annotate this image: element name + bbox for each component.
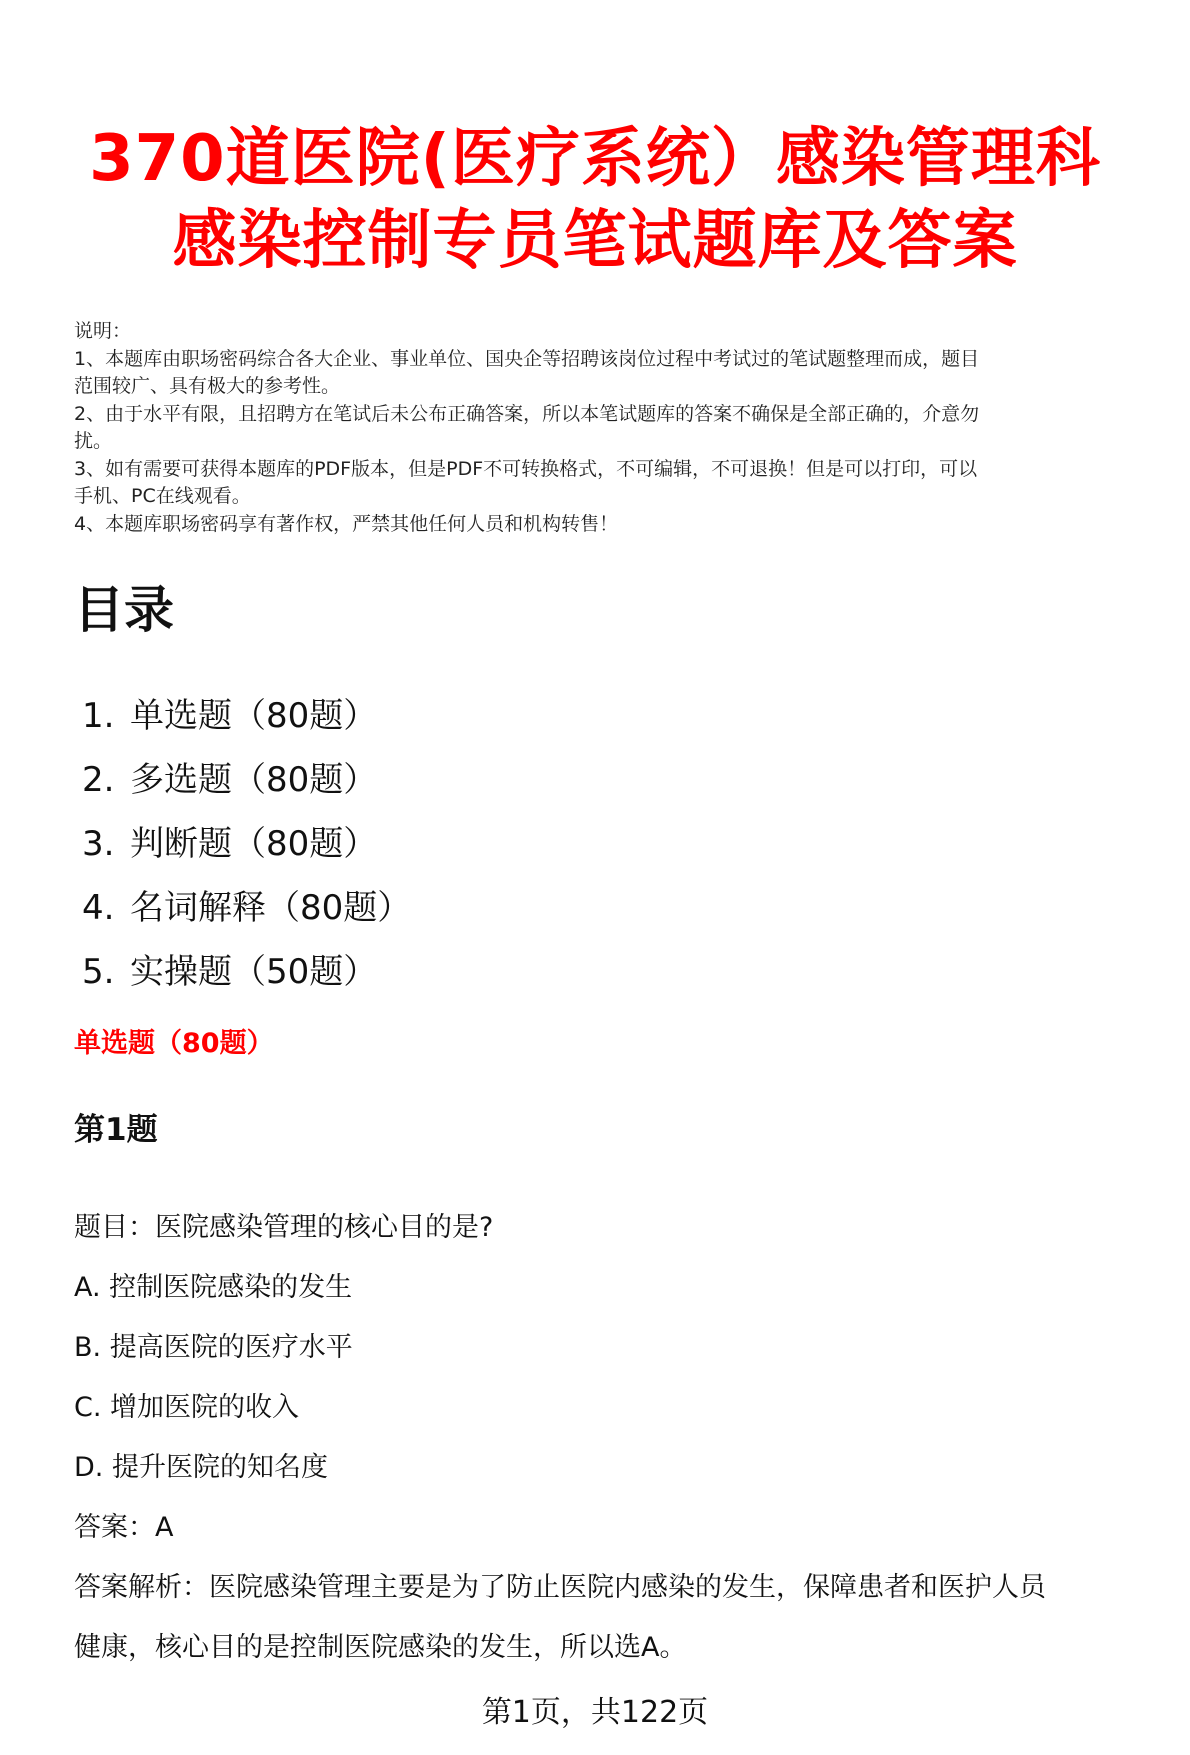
instructions-line: 1、本题库由职场密码综合各大企业、事业单位、国央企等招聘该岗位过程中考试过的笔试题整理而成，题目 xyxy=(74,347,980,370)
instructions-line: 手机、PC在线观看。 xyxy=(74,485,251,507)
question-block xyxy=(74,1208,1164,1678)
option-c: C. 增加医院的收入 xyxy=(74,1392,300,1423)
toc-item-term-definition[interactable] xyxy=(82,876,411,940)
toc-item-number: 4. xyxy=(82,888,115,928)
table-of-contents xyxy=(82,684,411,1004)
toc-item-label: 实操题（50题） xyxy=(130,952,378,992)
toc-item-label: 多选题（80题） xyxy=(130,760,378,800)
toc-item-true-false[interactable] xyxy=(82,812,411,876)
explanation-line: 答案解析：医院感染管理主要是为了防止医院内感染的发生，保障患者和医护人员 xyxy=(74,1572,1046,1603)
option-d: D. 提升医院的知名度 xyxy=(74,1452,328,1483)
title-line-2: 感染控制专员笔试题库及答案 xyxy=(172,204,1018,278)
title-line-1: 370道医院(医疗系统）感染管理科 xyxy=(89,122,1101,196)
toc-item-number: 2. xyxy=(82,760,115,800)
question-stem: 题目：医院感染管理的核心目的是? xyxy=(74,1212,494,1243)
toc-item-single-choice[interactable] xyxy=(82,684,411,748)
toc-item-practical[interactable] xyxy=(82,940,411,1004)
instructions-header: 说明： xyxy=(74,320,132,342)
option-b: B. 提高医院的医疗水平 xyxy=(74,1332,353,1363)
question-number: 第1题 xyxy=(74,1112,158,1148)
explanation-line: 健康，核心目的是控制医院感染的发生，所以选A。 xyxy=(74,1632,687,1663)
page-footer: 第1页，共122页 xyxy=(481,1695,709,1730)
document-title xyxy=(60,118,1130,282)
toc-heading: 目录 xyxy=(74,581,174,639)
instructions-line: 4、本题库职场密码享有著作权，严禁其他任何人员和机构转售！ xyxy=(74,512,619,535)
toc-item-label: 名词解释（80题） xyxy=(130,888,412,928)
option-a: A. 控制医院感染的发生 xyxy=(74,1272,353,1303)
instructions-line: 3、如有需要可获得本题库的PDF版本，但是PDF不可转换格式，不可编辑，不可退换！但是可以打印，可以 xyxy=(74,457,978,480)
instructions-block xyxy=(74,318,1144,538)
instructions-line: 2、由于水平有限，且招聘方在笔试后未公布正确答案，所以本笔试题库的答案不确保是全部正确的，介意勿 xyxy=(74,402,980,425)
section-heading: 单选题（80题） xyxy=(74,1028,274,1059)
answer-explanation xyxy=(74,1558,1164,1678)
instructions-line: 扰。 xyxy=(74,430,113,452)
toc-item-number: 3. xyxy=(82,824,115,864)
toc-item-label: 单选题（80题） xyxy=(130,696,378,736)
answer: 答案：A xyxy=(74,1512,174,1543)
toc-item-number: 1. xyxy=(82,696,115,736)
toc-item-number: 5. xyxy=(82,952,115,992)
toc-item-label: 判断题（80题） xyxy=(130,824,378,864)
instructions-line: 范围较广、具有极大的参考性。 xyxy=(74,375,341,397)
toc-item-multiple-choice[interactable] xyxy=(82,748,411,812)
